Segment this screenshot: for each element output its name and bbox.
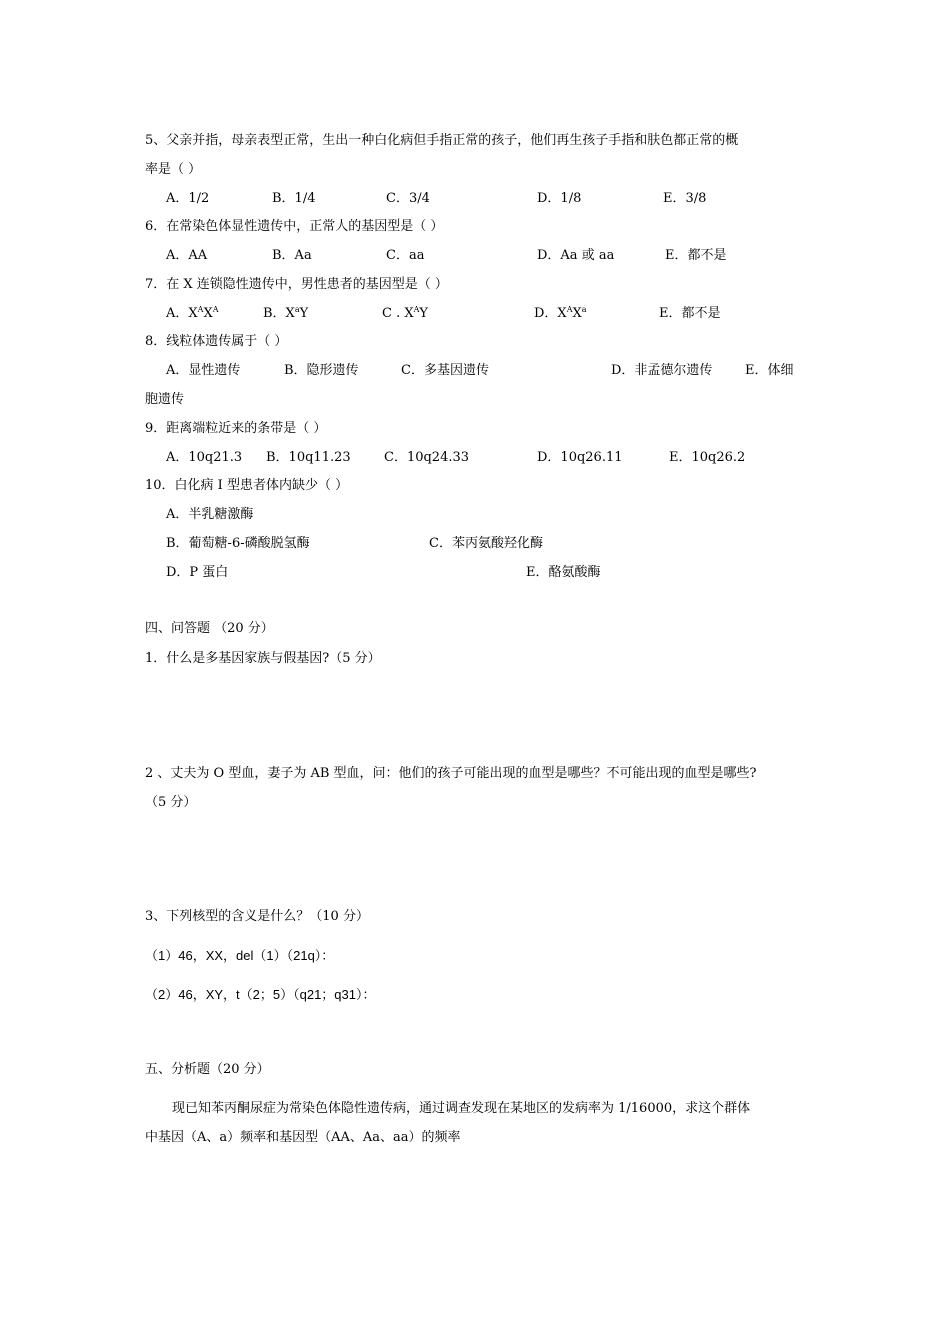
q10-option-b: B．葡萄糖-6-磷酸脱氢酶 bbox=[166, 536, 310, 551]
q6-option-c: C．aa bbox=[386, 248, 425, 263]
q9-option-b: B．10q11.23 bbox=[266, 450, 351, 465]
q5-option-d: D．1/8 bbox=[537, 191, 582, 206]
q8-option-a: A．显性遗传 bbox=[166, 363, 241, 378]
q5-option-e: E．3/8 bbox=[663, 191, 707, 206]
karyotype-1: （1）46，XX，del（1）（21q）： bbox=[145, 948, 335, 963]
section-4-question-2-line-1: 2 、丈夫为 O 型血，妻子为 AB 型血，问：他们的孩子可能出现的血型是哪些？不可能出现的血型是哪些? bbox=[145, 766, 757, 781]
q6-option-e: E．都不是 bbox=[665, 248, 727, 263]
q5-option-a: A．1/2 bbox=[166, 191, 210, 206]
q6-option-b: B．Aa bbox=[272, 248, 312, 263]
q9-option-d: D．10q26.11 bbox=[537, 450, 623, 465]
q10-option-d: D．P 蛋白 bbox=[166, 565, 229, 580]
section-4-question-3: 3、下列核型的含义是什么？（10 分） bbox=[145, 909, 369, 924]
q5-option-c: C．3/4 bbox=[386, 191, 430, 206]
question-6: 6．在常染色体显性遗传中，正常人的基因型是（ ） bbox=[145, 219, 444, 234]
q9-option-a: A．10q21.3 bbox=[166, 450, 243, 465]
q8-option-e: E．体细 bbox=[745, 363, 794, 378]
question-9: 9．距离端粒近来的条带是（ ） bbox=[145, 421, 327, 436]
q6-option-a: A．AA bbox=[166, 248, 208, 263]
q5-option-b: B．1/4 bbox=[272, 191, 316, 206]
section-5-paragraph-line-1: 现已知苯丙酮尿症为常染色体隐性遗传病，通过调查发现在某地区的发病率为 1/16000，求这个群体 bbox=[172, 1101, 751, 1116]
q7-option-d: D．$X^AX^a$ bbox=[534, 305, 587, 321]
q7-option-a: A．$X^AX^A$ bbox=[166, 305, 219, 321]
karyotype-2: （2）46，XY，t（2；5）（q21；q31）： bbox=[145, 987, 376, 1002]
section-5-title: 五、分析题（20 分） bbox=[145, 1062, 270, 1077]
q9-option-c: C．10q24.33 bbox=[384, 450, 470, 465]
question-5-line-2: 率是（ ） bbox=[145, 162, 202, 177]
q7-option-b: B．$X^aY$ bbox=[263, 305, 309, 321]
q10-option-e: E．酪氨酸酶 bbox=[526, 565, 601, 580]
question-8: 8．线粒体遗传属于（ ） bbox=[145, 334, 288, 349]
q6-option-d: D．Aa 或 aa bbox=[537, 248, 615, 263]
q8-option-d: D．非孟德尔遗传 bbox=[611, 363, 713, 378]
q8-option-c: C．多基因遗传 bbox=[401, 363, 489, 378]
q7-option-c: C . $X^AY$ bbox=[382, 305, 428, 321]
section-4-question-1: 1．什么是多基因家族与假基因?（5 分） bbox=[145, 651, 381, 666]
question-7: 7．在 X 连锁隐性遗传中，男性患者的基因型是（ ） bbox=[145, 277, 448, 292]
q10-option-a: A．半乳糖激酶 bbox=[166, 507, 254, 522]
q8-option-e-wrap: 胞遗传 bbox=[145, 392, 185, 407]
q9-option-e: E．10q26.2 bbox=[669, 450, 746, 465]
q7-option-e: E．都不是 bbox=[659, 306, 721, 321]
section-5-paragraph-line-2: 中基因（A、a）频率和基因型（AA、Aa、aa）的频率 bbox=[145, 1130, 461, 1145]
q8-option-b: B．隐形遗传 bbox=[284, 363, 359, 378]
q10-option-c: C．苯丙氨酸羟化酶 bbox=[429, 536, 543, 551]
section-4-title: 四、问答题 （20 分） bbox=[145, 621, 274, 636]
question-10: 10．白化病 I 型患者体内缺少（ ） bbox=[145, 478, 349, 493]
question-5-line-1: 5、父亲并指，母亲表型正常，生出一种白化病但手指正常的孩子，他们再生孩子手指和肤色都正常的概 bbox=[145, 133, 739, 148]
section-4-question-2-line-2: （5 分） bbox=[145, 795, 197, 810]
